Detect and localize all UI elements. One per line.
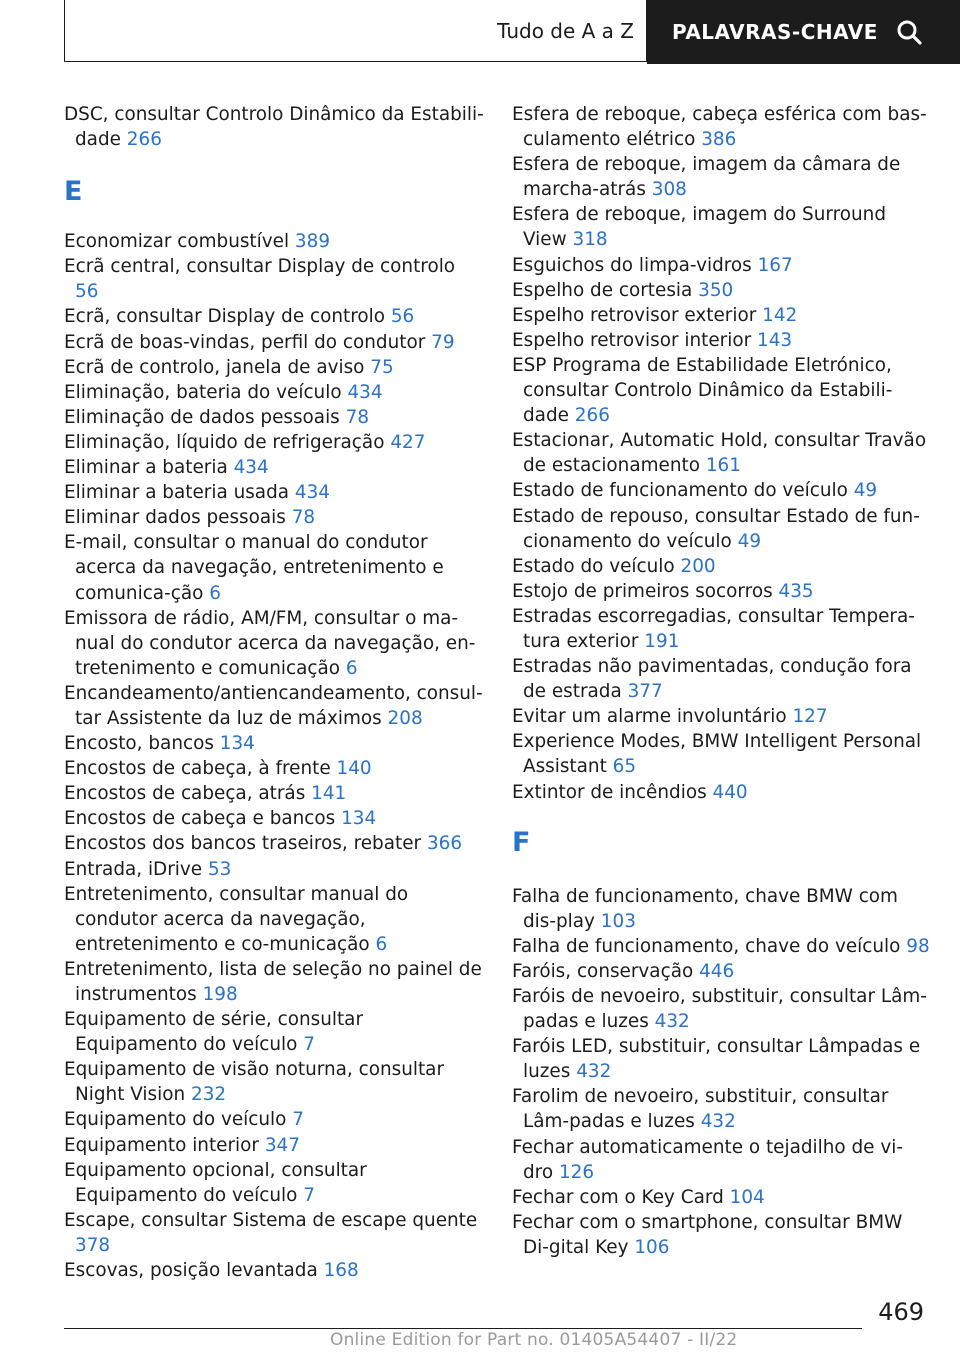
index-entry [512,1210,932,1260]
index-entry [64,957,484,1007]
index-entry [512,303,932,328]
index-entry-text: Encostos de cabeça, à frente [64,758,331,780]
index-entry-text: Entrada, iDrive [64,858,203,880]
page-link[interactable]: 143 [757,329,793,351]
page-link[interactable]: 141 [311,783,347,805]
page-link[interactable]: 389 [294,231,331,253]
index-entry-text: Estado de repouso, consultar Estado de fun‐cionamento do veículo [512,505,920,552]
page-link[interactable]: 106 [634,1236,670,1258]
page-link[interactable]: 6 [209,582,221,604]
page-link[interactable]: 167 [757,254,793,276]
index-entry [512,102,932,152]
index-entry-text: Espelho de cortesia [512,279,693,301]
tab-keywords[interactable] [647,0,960,64]
index-entry [64,1133,484,1158]
index-entry-text: Eliminar a bateria usada [64,482,290,504]
header-tabs [64,0,960,64]
index-entry-text: Extintor de incêndios [512,781,707,803]
index-entry [512,704,932,729]
page-link[interactable]: 432 [576,1061,612,1083]
index-entry-text: Esfera de reboque, imagem da câmara de marcha-atrás [512,154,901,201]
page-link[interactable]: 347 [264,1134,300,1156]
index-entry-text: Encostos dos bancos traseiros, rebater [64,833,422,855]
page-link[interactable]: 161 [705,455,741,477]
index-entry [512,253,932,278]
index-entry-text: Faróis, conservação [512,960,694,982]
page-link[interactable]: 75 [370,356,394,378]
search-icon[interactable] [896,19,922,45]
page-link[interactable]: 434 [294,482,330,504]
index-entry [512,780,932,805]
page-link[interactable]: 434 [347,381,383,403]
index-entry [64,857,484,882]
index-entry [64,480,484,505]
page-link[interactable]: 435 [778,580,814,602]
page-link[interactable]: 200 [680,555,716,577]
page-link[interactable]: 366 [426,833,463,855]
index-entry [512,152,932,202]
index-entry [512,1084,932,1134]
page-link[interactable]: 127 [792,706,828,728]
index-entry [64,756,484,781]
page-link[interactable]: 434 [233,457,269,479]
index-entry [512,278,932,303]
page-link[interactable]: 7 [292,1109,304,1131]
page-link[interactable]: 140 [336,758,372,780]
index-entry-text: Espelho retrovisor exterior [512,304,757,326]
page-link[interactable]: 427 [390,431,426,453]
index-entry [512,884,932,934]
index-entry [64,254,484,304]
index-entry-text: Eliminar a bateria [64,457,228,479]
page-link[interactable]: 6 [375,933,388,955]
index-entry-text: Falha de funcionamento, chave BMW com dis‐play [512,885,898,932]
index-entry [64,455,484,480]
index-entry-text: Falha de funcionamento, chave do veículo [512,935,901,957]
page-link[interactable]: 78 [291,507,316,529]
index-entry-text: Faróis de nevoeiro, substituir, consultar Lâm‐padas e luzes [512,986,927,1033]
index-entry [512,654,932,704]
index-entry [512,604,932,654]
index-entry-text: Ecrã de boas-vindas, perfil do condutor [64,331,426,353]
index-entry [512,1034,932,1084]
index-entry [64,430,484,455]
index-entry-text: Encostos de cabeça e bancos [64,808,336,830]
index-entry [512,729,932,779]
page-link[interactable]: 350 [698,279,734,301]
index-entry [64,806,484,831]
footer-divider [64,1328,862,1329]
index-entry-text: Equipamento de série, consultar Equipamento do veículo [64,1009,364,1056]
index-entry [64,1057,484,1107]
index-entry-text: Esguichos do limpa-vidros [512,254,752,276]
index-entry [64,530,484,605]
index-entry [64,380,484,405]
index-entry-text: Encandeamento/antiencandeamento, consul‐tar Assistente da luz de máximos [64,682,483,729]
index-entry-text: Escape, consultar Sistema de escape quente [64,1209,478,1231]
index-entry-text: Ecrã central, consultar Display de controlo [64,256,456,278]
page-link[interactable]: 56 [390,306,415,328]
index-entry-text: Farolim de nevoeiro, substituir, consultar Lâm‐padas e luzes [512,1086,889,1133]
page-link[interactable]: 432 [654,1011,690,1033]
section-letter: E [64,176,83,208]
page-link[interactable]: 318 [572,229,608,251]
index-entry [64,330,484,355]
index-entry [64,229,484,254]
index-entry-text: Estojo de primeiros socorros [512,580,773,602]
index-entry [64,304,484,329]
page-link[interactable]: 78 [345,406,370,428]
index-entry-text: Equipamento interior [64,1134,259,1156]
index-entry [512,504,932,554]
index-entry [64,102,484,152]
index-entry-text: Estradas escorregadias, consultar Tempera‐tura exterior [512,605,915,652]
index-entry-text: Fechar com o smartphone, consultar BMW Di‐gital Key [512,1211,903,1258]
index-entry-text: Experience Modes, BMW Intelligent Personal Assistant [512,731,922,778]
index-entry-text: Fechar automaticamente o tejadilho de vi‐dro [512,1136,903,1183]
page-link[interactable]: 142 [762,304,798,326]
page-link[interactable]: 103 [600,910,636,932]
index-entry [512,554,932,579]
index-entry-text: Eliminação, bateria do veículo [64,381,342,403]
section-letter: F [512,826,531,858]
page-link[interactable]: 208 [387,707,423,729]
page-link[interactable]: 378 [75,1234,111,1256]
index-entry-text: Entretenimento, consultar manual do condutor acerca da navegação, entretenimento e co‐municação [64,883,409,955]
page-link[interactable]: 104 [729,1186,765,1208]
index-entry-text: Equipamento de visão noturna, consultar Night Vision [64,1059,445,1106]
index-entry [512,353,932,428]
index-entry-text: Ecrã, consultar Display de controlo [64,306,385,328]
index-entry-text: Faróis LED, substituir, consultar Lâmpadas e luzes [512,1036,921,1083]
index-entry [64,505,484,530]
index-entry-text: Encosto, bancos [64,733,214,755]
index-entry [64,606,484,681]
page-link[interactable]: 168 [323,1260,359,1282]
page-link[interactable]: 6 [345,657,358,679]
tab-a-to-z[interactable] [64,0,647,62]
page-link[interactable]: 386 [701,129,737,151]
index-entry [64,1107,484,1132]
index-entry [512,478,932,503]
index-entry-text: Escovas, posição levantada [64,1260,318,1282]
index-entry [64,731,484,756]
index-entry-text: Estado do veículo [512,555,675,577]
index-entry-text: Eliminar dados pessoais [64,507,286,529]
page-link[interactable]: 49 [737,530,762,552]
page-link[interactable]: 126 [558,1161,595,1183]
index-entry [512,959,932,984]
index-entry [512,202,932,252]
index-entry [64,831,484,856]
index-column-left [64,102,484,1283]
index-entry-text: Esfera de reboque, cabeça esférica com bas‐culamento elétrico [512,104,927,151]
index-entry-text: DSC, consultar Controlo Dinâmico da Estabili‐dade [64,104,484,151]
page-link[interactable]: 377 [627,681,663,703]
tab-keywords-label: PALAVRAS-CHAVE [672,20,878,44]
index-entry-text: Eliminação de dados pessoais [64,406,340,428]
index-entry-text: Equipamento opcional, consultar Equipamento do veículo [64,1159,367,1206]
index-entry-text: Estado de funcionamento do veículo [512,480,848,502]
tab-a-to-z-label: Tudo de A a Z [497,18,634,43]
index-entry-text: ESP Programa de Estabilidade Eletrónico, consultar Controlo Dinâmico da Estabili‐dade [512,354,893,427]
index-entry [512,579,932,604]
index-entry-text: Eliminação, líquido de refrigeração [64,431,385,453]
index-entry-text: Evitar um alarme involuntário [512,706,787,728]
index-entry [512,1185,932,1210]
index-entry-text: Esfera de reboque, imagem do Surround View [512,204,887,251]
index-entry [64,355,484,380]
index-entry [512,1135,932,1185]
page-link[interactable]: 79 [431,331,455,353]
page-link[interactable]: 432 [700,1111,736,1133]
index-entry [64,405,484,430]
index-entry [64,1007,484,1057]
index-entry-text: Estradas não pavimentadas, condução fora de estrada [512,656,912,703]
index-entry-text: Emissora de rádio, AM/FM, consultar o ma‐nual do condutor acerca da navegação, en‐tretenimento e comunicação [64,607,476,679]
page-link[interactable]: 53 [207,858,232,880]
index-entry [512,984,932,1034]
index-entry [64,1258,484,1283]
page-link[interactable]: 308 [651,179,687,201]
index-entry [64,681,484,731]
page-link[interactable]: 134 [341,808,377,830]
index-entry-text: Encostos de cabeça, atrás [64,783,306,805]
page-link[interactable]: 7 [303,1034,315,1056]
index-entry-text: Estacionar, Automatic Hold, consultar Travão de estacionamento [512,430,927,477]
page-link[interactable]: 49 [853,480,878,502]
index-entry [64,882,484,957]
page-link[interactable]: 191 [644,630,680,652]
index-entry [64,781,484,806]
index-entry [64,1208,484,1258]
page-link[interactable]: 134 [219,733,255,755]
page-link[interactable]: 446 [699,960,735,982]
index-entry-text: Espelho retrovisor interior [512,329,752,351]
index-entry [64,1158,484,1208]
index-column-right [512,102,932,1260]
page-link[interactable]: 440 [712,781,748,803]
index-entry-text: Entretenimento, lista de seleção no painel de instrumentos [64,958,482,1005]
footer-edition: Online Edition for Part no. 01405A54407 - II/22 [330,1330,738,1350]
page-link[interactable]: 98 [906,935,930,957]
page-link[interactable]: 266 [574,405,610,427]
index-entry-text: Economizar combustível [64,231,290,253]
page-link[interactable]: 232 [191,1084,227,1106]
page-number: 469 [878,1298,924,1326]
index-entry [512,934,932,959]
index-entry-text: Ecrã de controlo, janela de aviso [64,356,365,378]
page-link[interactable]: 7 [303,1184,315,1206]
page-link[interactable]: 56 [75,281,99,303]
page-link[interactable]: 266 [126,129,162,151]
page-link[interactable]: 198 [202,984,238,1005]
index-entry-text: E-mail, consultar o manual do condutor acerca da navegação, entretenimento e comunica‐ção [64,532,444,604]
index-entry-text: Fechar com o Key Card [512,1186,724,1208]
index-entry [512,428,932,478]
page-link[interactable]: 65 [612,756,637,778]
index-entry-text: Equipamento do veículo [64,1109,287,1131]
index-entry [512,328,932,353]
